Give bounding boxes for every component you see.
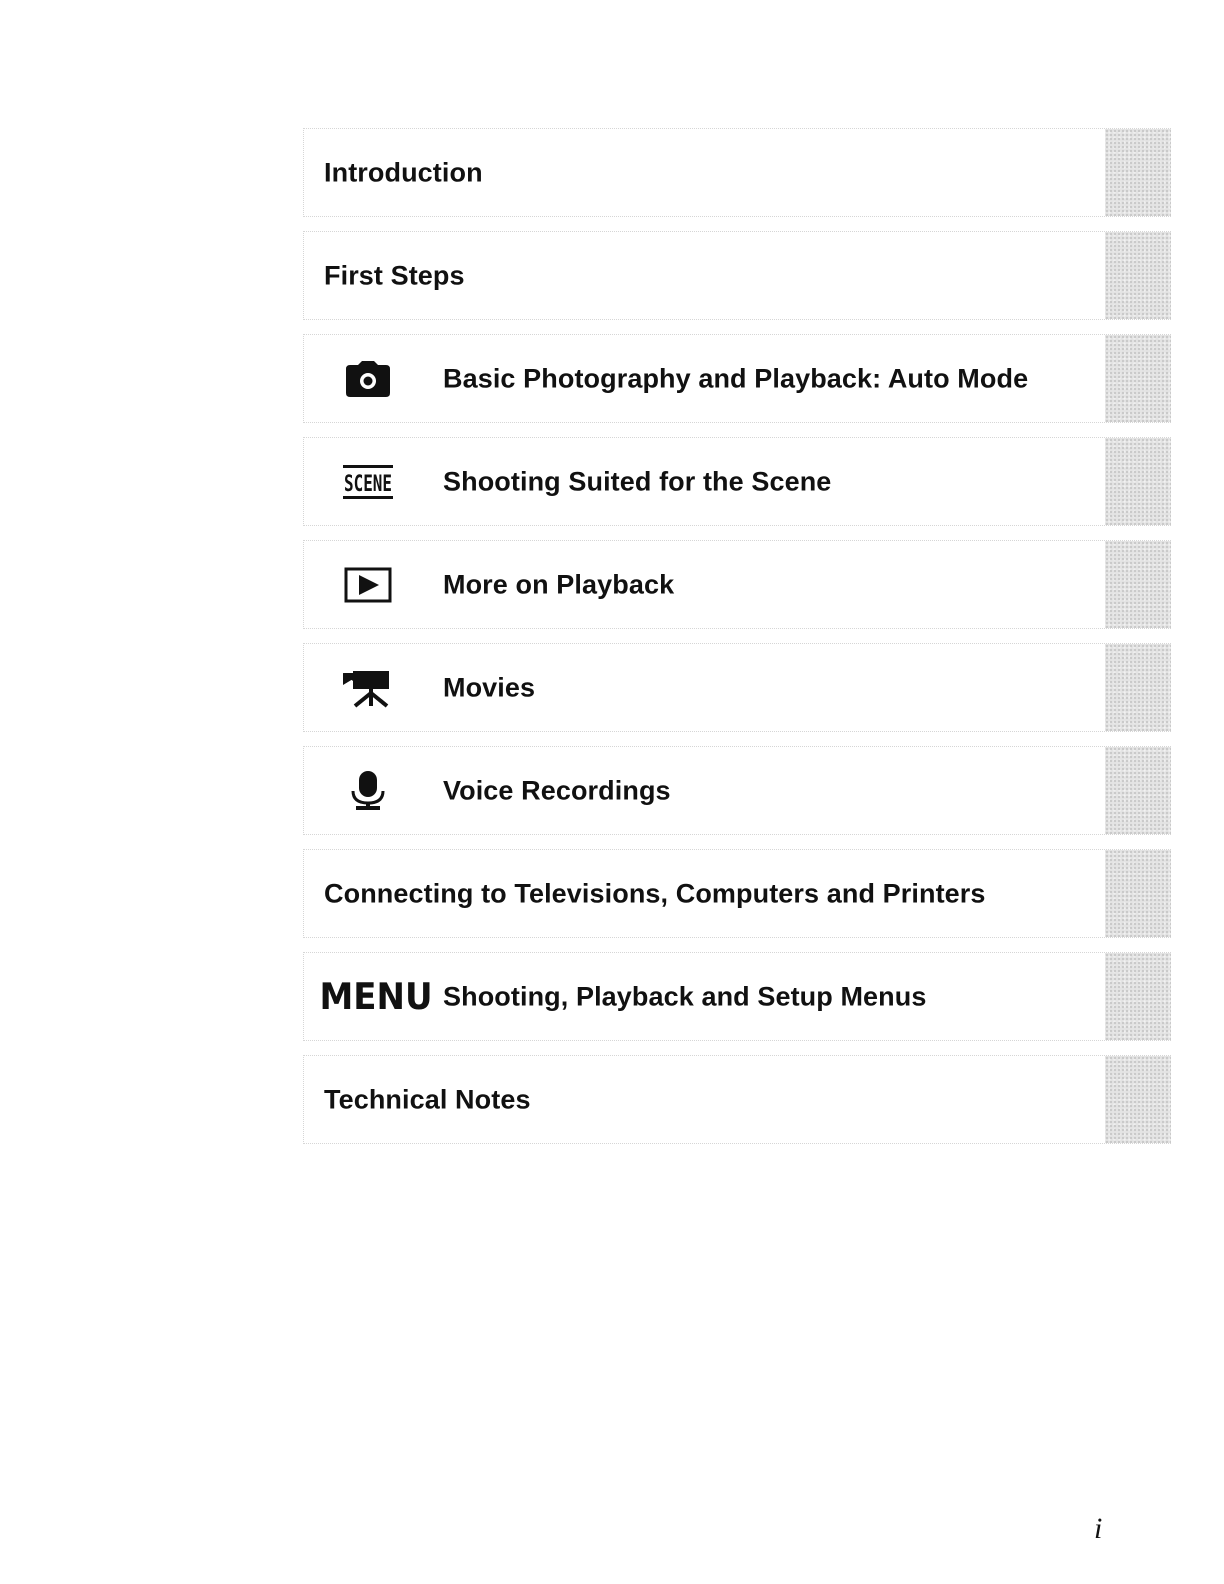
toc-item-introduction[interactable]: [303, 128, 1171, 217]
toc-item-connecting[interactable]: [303, 849, 1171, 938]
section-tab: [1105, 232, 1171, 319]
microphone-icon: [340, 769, 396, 813]
table-of-contents: [303, 128, 1171, 1158]
section-tab: [1105, 850, 1171, 937]
scene-icon: [340, 460, 396, 504]
section-tab: [1105, 335, 1171, 422]
toc-item-label: Movies: [443, 672, 536, 702]
toc-item-technical-notes[interactable]: [303, 1055, 1171, 1144]
section-tab: [1105, 129, 1171, 216]
menu-icon: MENU: [319, 974, 433, 1019]
toc-item-voice-recordings[interactable]: [303, 746, 1171, 835]
toc-item-movies[interactable]: [303, 643, 1171, 732]
toc-item-label: Technical Notes: [324, 1084, 531, 1114]
play-icon: [340, 563, 396, 607]
section-tab: [1105, 644, 1171, 731]
page-number: i: [1094, 1512, 1103, 1545]
toc-item-label: Connecting to Televisions, Computers and Printers: [324, 878, 986, 908]
section-tab: [1105, 541, 1171, 628]
toc-item-label: Voice Recordings: [443, 775, 671, 805]
section-tab: [1105, 438, 1171, 525]
toc-item-menus[interactable]: [303, 952, 1171, 1041]
toc-item-label: First Steps: [324, 260, 465, 290]
section-tab: [1105, 747, 1171, 834]
toc-item-label: Introduction: [324, 157, 483, 187]
toc-item-label: Shooting, Playback and Setup Menus: [443, 981, 927, 1011]
toc-item-scene[interactable]: [303, 437, 1171, 526]
toc-item-label: Shooting Suited for the Scene: [443, 466, 832, 496]
scene-icon-text: SCENE: [344, 471, 392, 497]
toc-item-playback[interactable]: [303, 540, 1171, 629]
movie-camera-icon: [340, 666, 396, 710]
section-tab: [1105, 1056, 1171, 1143]
toc-item-auto-mode[interactable]: [303, 334, 1171, 423]
toc-item-first-steps[interactable]: [303, 231, 1171, 320]
section-tab: [1105, 953, 1171, 1040]
toc-item-label: More on Playback: [443, 569, 675, 599]
camera-icon: [340, 357, 396, 401]
toc-item-label: Basic Photography and Playback: Auto Mode: [443, 363, 1029, 393]
